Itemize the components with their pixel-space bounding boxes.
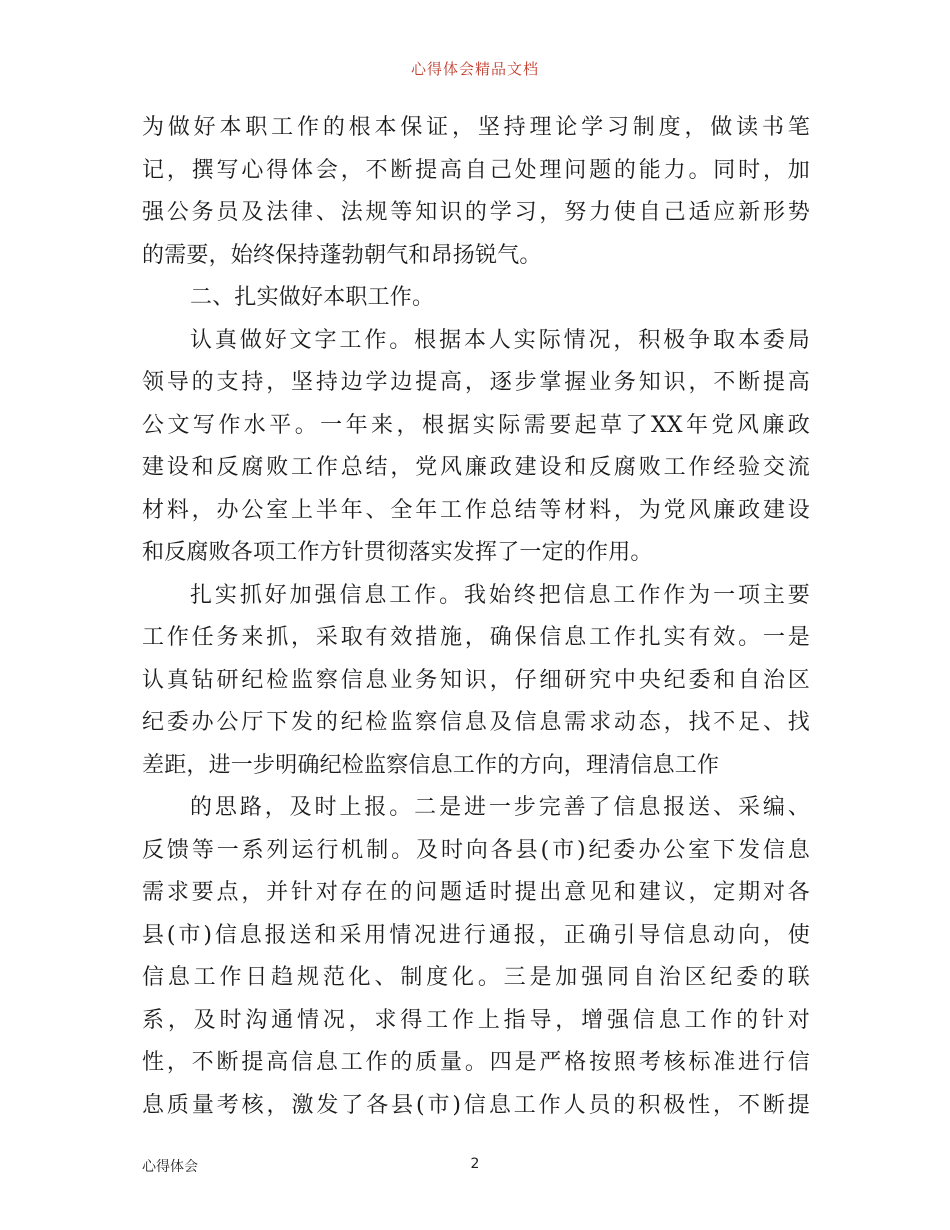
text-line: 建设和反腐败工作总结，党风廉政建设和反腐败工作经验交流 xyxy=(142,455,810,480)
text-line: 差距，进一步明确纪检监察信息工作的方向，理清信息工作 xyxy=(142,752,720,778)
text-line: 信息工作日趋规范化、制度化。三是加强同自治区纪委的联 xyxy=(142,965,810,990)
document-body xyxy=(142,107,810,1127)
text-line: 的思路，及时上报。二是进一步完善了信息报送、采编、 xyxy=(190,795,810,820)
text-line: 材料，办公室上半年、全年工作总结等材料，为党风廉政建设 xyxy=(142,497,810,523)
text-line: 二、扎实做好本职工作。 xyxy=(190,285,435,310)
text-line: 领导的支持，坚持边学边提高，逐步掌握业务知识，不断提高 xyxy=(142,370,810,395)
text-line: 需求要点，并针对存在的问题适时提出意见和建议，定期对各 xyxy=(142,880,810,905)
text-line: 和反腐败各项工作方针贯彻落实发挥了一定的作用。 xyxy=(142,540,653,565)
text-line: 息质量考核，激发了各县(市)信息工作人员的积极性，不断提 xyxy=(142,1092,810,1118)
footer-label: 心得体会 xyxy=(142,1159,198,1175)
text-line: 认真做好文字工作。根据本人实际情况，积极争取本委局 xyxy=(190,327,810,353)
text-line: 扎实抓好加强信息工作。我始终把信息工作作为一项主要 xyxy=(190,582,810,608)
text-line: 县(市)信息报送和采用情况进行通报，正确引导信息动向，使 xyxy=(142,922,810,948)
text-line: 工作任务来抓，采取有效措施，确保信息工作扎实有效。一是 xyxy=(142,625,810,650)
text-line: 纪委办公厅下发的纪检监察信息及信息需求动态，找不足、找 xyxy=(142,710,810,735)
text-line: 反馈等一系列运行机制。及时向各县(市)纪委办公室下发信息 xyxy=(142,837,810,863)
text-line: 认真钻研纪检监察信息业务知识，仔细研究中央纪委和自治区 xyxy=(142,667,810,693)
text-line: 公文写作水平。一年来，根据实际需要起草了XX年党风廉政 xyxy=(142,412,810,438)
text-line: 的需要，始终保持蓬勃朝气和昂扬锐气。 xyxy=(142,242,542,268)
text-line: 记，撰写心得体会，不断提高自己处理问题的能力。同时，加 xyxy=(142,157,810,183)
page-header-title: 心得体会精品文档 xyxy=(410,60,539,78)
text-line: 强公务员及法律、法规等知识的学习，努力使自己适应新形势 xyxy=(142,200,810,225)
text-line: 性，不断提高信息工作的质量。四是严格按照考核标准进行信 xyxy=(142,1050,810,1075)
page-number: 2 xyxy=(470,1156,480,1172)
text-line: 为做好本职工作的根本保证，坚持理论学习制度，做读书笔 xyxy=(142,115,810,140)
text-line: 系，及时沟通情况，求得工作上指导，增强信息工作的针对 xyxy=(142,1007,810,1033)
